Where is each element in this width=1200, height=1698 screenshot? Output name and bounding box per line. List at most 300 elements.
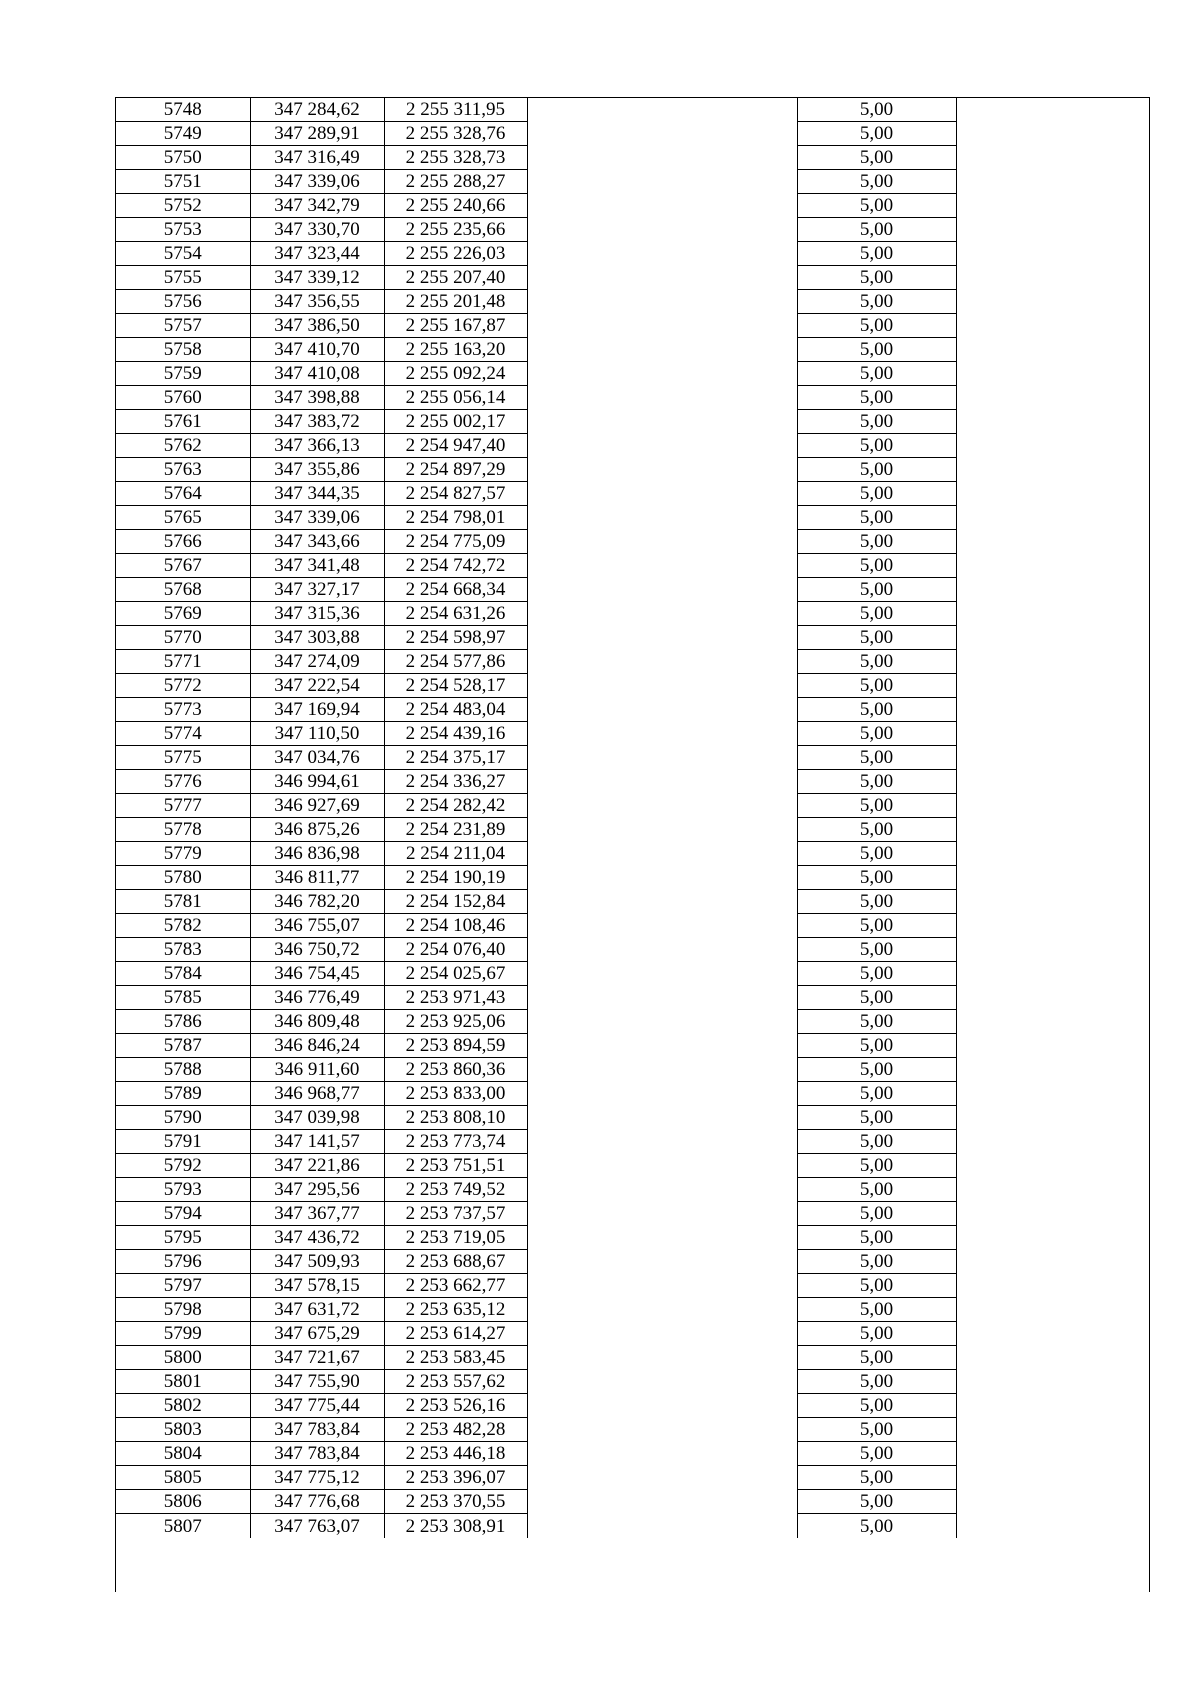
table-row — [116, 98, 1148, 122]
accuracy-cell: 5,00 — [797, 794, 956, 818]
point-number-cell: 5763 — [116, 458, 250, 482]
point-number-cell: 5754 — [116, 242, 250, 266]
y-coordinate-cell: 2 255 311,95 — [384, 98, 527, 122]
point-number-cell: 5772 — [116, 674, 250, 698]
note-cell — [956, 698, 1148, 722]
x-coordinate-cell: 347 330,70 — [250, 218, 384, 242]
note-cell — [956, 1370, 1148, 1394]
blank-cell — [527, 362, 797, 386]
table-row — [116, 914, 1148, 938]
y-coordinate-cell: 2 253 635,12 — [384, 1298, 527, 1322]
blank-cell — [527, 410, 797, 434]
blank-cell — [527, 1010, 797, 1034]
point-number-cell: 5769 — [116, 602, 250, 626]
point-number-cell: 5758 — [116, 338, 250, 362]
table-row — [116, 338, 1148, 362]
accuracy-cell: 5,00 — [797, 122, 956, 146]
accuracy-cell: 5,00 — [797, 314, 956, 338]
table-row — [116, 1058, 1148, 1082]
note-cell — [956, 1346, 1148, 1370]
y-coordinate-cell: 2 253 308,91 — [384, 1514, 527, 1538]
note-cell — [956, 266, 1148, 290]
y-coordinate-cell: 2 253 860,36 — [384, 1058, 527, 1082]
note-cell — [956, 170, 1148, 194]
y-coordinate-cell: 2 253 833,00 — [384, 1082, 527, 1106]
x-coordinate-cell: 347 755,90 — [250, 1370, 384, 1394]
y-coordinate-cell: 2 254 152,84 — [384, 890, 527, 914]
x-coordinate-cell: 347 274,09 — [250, 650, 384, 674]
note-cell — [956, 98, 1148, 122]
y-coordinate-cell: 2 254 775,09 — [384, 530, 527, 554]
x-coordinate-cell: 347 410,08 — [250, 362, 384, 386]
note-cell — [956, 410, 1148, 434]
table-row — [116, 602, 1148, 626]
note-cell — [956, 626, 1148, 650]
table-row — [116, 1250, 1148, 1274]
point-number-cell: 5803 — [116, 1418, 250, 1442]
blank-cell — [527, 674, 797, 698]
accuracy-cell: 5,00 — [797, 410, 956, 434]
blank-cell — [527, 386, 797, 410]
point-number-cell: 5761 — [116, 410, 250, 434]
y-coordinate-cell: 2 255 092,24 — [384, 362, 527, 386]
accuracy-cell: 5,00 — [797, 650, 956, 674]
y-coordinate-cell: 2 253 688,67 — [384, 1250, 527, 1274]
table-row — [116, 1466, 1148, 1490]
x-coordinate-cell: 347 721,67 — [250, 1346, 384, 1370]
accuracy-cell: 5,00 — [797, 1442, 956, 1466]
y-coordinate-cell: 2 254 211,04 — [384, 842, 527, 866]
x-coordinate-cell: 347 631,72 — [250, 1298, 384, 1322]
note-cell — [956, 458, 1148, 482]
point-number-cell: 5787 — [116, 1034, 250, 1058]
table-row — [116, 674, 1148, 698]
blank-cell — [527, 578, 797, 602]
note-cell — [956, 842, 1148, 866]
accuracy-cell: 5,00 — [797, 1514, 956, 1538]
y-coordinate-cell: 2 254 439,16 — [384, 722, 527, 746]
y-coordinate-cell: 2 253 526,16 — [384, 1394, 527, 1418]
table-row — [116, 530, 1148, 554]
blank-cell — [527, 866, 797, 890]
accuracy-cell: 5,00 — [797, 482, 956, 506]
point-number-cell: 5765 — [116, 506, 250, 530]
note-cell — [956, 1154, 1148, 1178]
blank-cell — [527, 194, 797, 218]
note-cell — [956, 194, 1148, 218]
x-coordinate-cell: 346 750,72 — [250, 938, 384, 962]
x-coordinate-cell: 347 343,66 — [250, 530, 384, 554]
blank-cell — [527, 1250, 797, 1274]
note-cell — [956, 602, 1148, 626]
point-number-cell: 5778 — [116, 818, 250, 842]
note-cell — [956, 314, 1148, 338]
point-number-cell: 5776 — [116, 770, 250, 794]
table-row — [116, 866, 1148, 890]
blank-cell — [527, 122, 797, 146]
note-cell — [956, 674, 1148, 698]
blank-cell — [527, 98, 797, 122]
y-coordinate-cell: 2 254 577,86 — [384, 650, 527, 674]
table-row — [116, 842, 1148, 866]
point-number-cell: 5768 — [116, 578, 250, 602]
y-coordinate-cell: 2 255 240,66 — [384, 194, 527, 218]
point-number-cell: 5762 — [116, 434, 250, 458]
y-coordinate-cell: 2 253 614,27 — [384, 1322, 527, 1346]
x-coordinate-cell: 347 323,44 — [250, 242, 384, 266]
note-cell — [956, 506, 1148, 530]
accuracy-cell: 5,00 — [797, 866, 956, 890]
blank-cell — [527, 1514, 797, 1538]
y-coordinate-cell: 2 253 396,07 — [384, 1466, 527, 1490]
point-number-cell: 5791 — [116, 1130, 250, 1154]
point-number-cell: 5774 — [116, 722, 250, 746]
blank-cell — [527, 434, 797, 458]
blank-cell — [527, 650, 797, 674]
x-coordinate-cell: 347 303,88 — [250, 626, 384, 650]
y-coordinate-cell: 2 254 631,26 — [384, 602, 527, 626]
x-coordinate-cell: 347 034,76 — [250, 746, 384, 770]
blank-cell — [527, 1322, 797, 1346]
table-row — [116, 314, 1148, 338]
table-row — [116, 1034, 1148, 1058]
y-coordinate-cell: 2 254 742,72 — [384, 554, 527, 578]
y-coordinate-cell: 2 254 282,42 — [384, 794, 527, 818]
table-row — [116, 362, 1148, 386]
y-coordinate-cell: 2 253 719,05 — [384, 1226, 527, 1250]
accuracy-cell: 5,00 — [797, 362, 956, 386]
accuracy-cell: 5,00 — [797, 1346, 956, 1370]
y-coordinate-cell: 2 253 737,57 — [384, 1202, 527, 1226]
point-number-cell: 5751 — [116, 170, 250, 194]
table-row — [116, 962, 1148, 986]
x-coordinate-cell: 346 836,98 — [250, 842, 384, 866]
x-coordinate-cell: 347 775,44 — [250, 1394, 384, 1418]
blank-cell — [527, 242, 797, 266]
point-number-cell: 5767 — [116, 554, 250, 578]
note-cell — [956, 146, 1148, 170]
blank-cell — [527, 818, 797, 842]
accuracy-cell: 5,00 — [797, 194, 956, 218]
accuracy-cell: 5,00 — [797, 146, 956, 170]
y-coordinate-cell: 2 253 925,06 — [384, 1010, 527, 1034]
table-row — [116, 1106, 1148, 1130]
point-number-cell: 5781 — [116, 890, 250, 914]
table-row — [116, 1298, 1148, 1322]
y-coordinate-cell: 2 253 662,77 — [384, 1274, 527, 1298]
blank-cell — [527, 554, 797, 578]
y-coordinate-cell: 2 253 370,55 — [384, 1490, 527, 1514]
x-coordinate-cell: 346 927,69 — [250, 794, 384, 818]
note-cell — [956, 1178, 1148, 1202]
x-coordinate-cell: 346 811,77 — [250, 866, 384, 890]
accuracy-cell: 5,00 — [797, 1322, 956, 1346]
table-row — [116, 290, 1148, 314]
blank-cell — [527, 170, 797, 194]
x-coordinate-cell: 347 783,84 — [250, 1442, 384, 1466]
accuracy-cell: 5,00 — [797, 1466, 956, 1490]
y-coordinate-cell: 2 253 482,28 — [384, 1418, 527, 1442]
x-coordinate-cell: 347 356,55 — [250, 290, 384, 314]
blank-cell — [527, 914, 797, 938]
point-number-cell: 5750 — [116, 146, 250, 170]
x-coordinate-cell: 347 169,94 — [250, 698, 384, 722]
point-number-cell: 5802 — [116, 1394, 250, 1418]
y-coordinate-cell: 2 253 557,62 — [384, 1370, 527, 1394]
accuracy-cell: 5,00 — [797, 1274, 956, 1298]
table-row — [116, 698, 1148, 722]
table-row — [116, 1202, 1148, 1226]
x-coordinate-cell: 347 342,79 — [250, 194, 384, 218]
table-row — [116, 122, 1148, 146]
blank-cell — [527, 1298, 797, 1322]
y-coordinate-cell: 2 254 827,57 — [384, 482, 527, 506]
note-cell — [956, 1226, 1148, 1250]
table-row — [116, 1154, 1148, 1178]
note-cell — [956, 650, 1148, 674]
blank-cell — [527, 1346, 797, 1370]
table-row — [116, 1418, 1148, 1442]
y-coordinate-cell: 2 253 446,18 — [384, 1442, 527, 1466]
x-coordinate-cell: 346 754,45 — [250, 962, 384, 986]
blank-cell — [527, 1418, 797, 1442]
y-coordinate-cell: 2 254 108,46 — [384, 914, 527, 938]
note-cell — [956, 122, 1148, 146]
blank-cell — [527, 1178, 797, 1202]
blank-cell — [527, 218, 797, 242]
table-row — [116, 1394, 1148, 1418]
table-row — [116, 458, 1148, 482]
y-coordinate-cell: 2 254 076,40 — [384, 938, 527, 962]
table-row — [116, 1370, 1148, 1394]
point-number-cell: 5806 — [116, 1490, 250, 1514]
accuracy-cell: 5,00 — [797, 1202, 956, 1226]
point-number-cell: 5775 — [116, 746, 250, 770]
accuracy-cell: 5,00 — [797, 98, 956, 122]
note-cell — [956, 818, 1148, 842]
y-coordinate-cell: 2 255 163,20 — [384, 338, 527, 362]
note-cell — [956, 794, 1148, 818]
table-row — [116, 1082, 1148, 1106]
x-coordinate-cell: 347 675,29 — [250, 1322, 384, 1346]
accuracy-cell: 5,00 — [797, 1178, 956, 1202]
y-coordinate-cell: 2 253 751,51 — [384, 1154, 527, 1178]
accuracy-cell: 5,00 — [797, 938, 956, 962]
accuracy-cell: 5,00 — [797, 1154, 956, 1178]
accuracy-cell: 5,00 — [797, 842, 956, 866]
y-coordinate-cell: 2 254 528,17 — [384, 674, 527, 698]
note-cell — [956, 1490, 1148, 1514]
table-row — [116, 770, 1148, 794]
accuracy-cell: 5,00 — [797, 1370, 956, 1394]
blank-cell — [527, 986, 797, 1010]
x-coordinate-cell: 347 316,49 — [250, 146, 384, 170]
x-coordinate-cell: 346 994,61 — [250, 770, 384, 794]
point-number-cell: 5766 — [116, 530, 250, 554]
x-coordinate-cell: 347 410,70 — [250, 338, 384, 362]
point-number-cell: 5780 — [116, 866, 250, 890]
table-row — [116, 986, 1148, 1010]
point-number-cell: 5760 — [116, 386, 250, 410]
y-coordinate-cell: 2 255 235,66 — [384, 218, 527, 242]
blank-cell — [527, 266, 797, 290]
table-row — [116, 266, 1148, 290]
accuracy-cell: 5,00 — [797, 722, 956, 746]
accuracy-cell: 5,00 — [797, 698, 956, 722]
x-coordinate-cell: 346 776,49 — [250, 986, 384, 1010]
accuracy-cell: 5,00 — [797, 1394, 956, 1418]
accuracy-cell: 5,00 — [797, 1058, 956, 1082]
accuracy-cell: 5,00 — [797, 626, 956, 650]
table-row — [116, 746, 1148, 770]
note-cell — [956, 1442, 1148, 1466]
accuracy-cell: 5,00 — [797, 962, 956, 986]
y-coordinate-cell: 2 255 056,14 — [384, 386, 527, 410]
y-coordinate-cell: 2 254 231,89 — [384, 818, 527, 842]
x-coordinate-cell: 346 846,24 — [250, 1034, 384, 1058]
blank-cell — [527, 1106, 797, 1130]
blank-cell — [527, 698, 797, 722]
point-number-cell: 5752 — [116, 194, 250, 218]
blank-cell — [527, 962, 797, 986]
accuracy-cell: 5,00 — [797, 986, 956, 1010]
blank-cell — [527, 794, 797, 818]
y-coordinate-cell: 2 254 798,01 — [384, 506, 527, 530]
y-coordinate-cell: 2 254 025,67 — [384, 962, 527, 986]
point-number-cell: 5779 — [116, 842, 250, 866]
point-number-cell: 5795 — [116, 1226, 250, 1250]
y-coordinate-cell: 2 255 167,87 — [384, 314, 527, 338]
accuracy-cell: 5,00 — [797, 1130, 956, 1154]
x-coordinate-cell: 347 339,12 — [250, 266, 384, 290]
accuracy-cell: 5,00 — [797, 458, 956, 482]
note-cell — [956, 530, 1148, 554]
note-cell — [956, 866, 1148, 890]
table-row — [116, 218, 1148, 242]
note-cell — [956, 242, 1148, 266]
point-number-cell: 5773 — [116, 698, 250, 722]
blank-cell — [527, 1130, 797, 1154]
accuracy-cell: 5,00 — [797, 746, 956, 770]
x-coordinate-cell: 346 911,60 — [250, 1058, 384, 1082]
note-cell — [956, 962, 1148, 986]
accuracy-cell: 5,00 — [797, 386, 956, 410]
table-row — [116, 1322, 1148, 1346]
note-cell — [956, 338, 1148, 362]
blank-cell — [527, 1490, 797, 1514]
blank-cell — [527, 1226, 797, 1250]
coordinates-table — [116, 98, 1148, 1538]
blank-cell — [527, 722, 797, 746]
x-coordinate-cell: 347 578,15 — [250, 1274, 384, 1298]
accuracy-cell: 5,00 — [797, 1250, 956, 1274]
x-coordinate-cell: 346 809,48 — [250, 1010, 384, 1034]
point-number-cell: 5805 — [116, 1466, 250, 1490]
note-cell — [956, 1010, 1148, 1034]
x-coordinate-cell: 347 509,93 — [250, 1250, 384, 1274]
point-number-cell: 5753 — [116, 218, 250, 242]
point-number-cell: 5759 — [116, 362, 250, 386]
y-coordinate-cell: 2 255 002,17 — [384, 410, 527, 434]
y-coordinate-cell: 2 253 583,45 — [384, 1346, 527, 1370]
note-cell — [956, 914, 1148, 938]
blank-cell — [527, 890, 797, 914]
x-coordinate-cell: 347 315,36 — [250, 602, 384, 626]
y-coordinate-cell: 2 254 483,04 — [384, 698, 527, 722]
note-cell — [956, 1418, 1148, 1442]
point-number-cell: 5764 — [116, 482, 250, 506]
x-coordinate-cell: 347 398,88 — [250, 386, 384, 410]
y-coordinate-cell: 2 253 894,59 — [384, 1034, 527, 1058]
table-row — [116, 386, 1148, 410]
point-number-cell: 5782 — [116, 914, 250, 938]
blank-cell — [527, 506, 797, 530]
accuracy-cell: 5,00 — [797, 242, 956, 266]
coordinates-table-body — [116, 98, 1148, 1538]
note-cell — [956, 746, 1148, 770]
table-row — [116, 1274, 1148, 1298]
x-coordinate-cell: 347 776,68 — [250, 1490, 384, 1514]
accuracy-cell: 5,00 — [797, 1034, 956, 1058]
blank-cell — [527, 938, 797, 962]
blank-cell — [527, 1370, 797, 1394]
accuracy-cell: 5,00 — [797, 1106, 956, 1130]
table-row — [116, 1010, 1148, 1034]
table-row — [116, 818, 1148, 842]
y-coordinate-cell: 2 254 947,40 — [384, 434, 527, 458]
blank-cell — [527, 770, 797, 794]
x-coordinate-cell: 347 383,72 — [250, 410, 384, 434]
table-row — [116, 722, 1148, 746]
x-coordinate-cell: 347 110,50 — [250, 722, 384, 746]
point-number-cell: 5792 — [116, 1154, 250, 1178]
point-number-cell: 5788 — [116, 1058, 250, 1082]
note-cell — [956, 290, 1148, 314]
point-number-cell: 5756 — [116, 290, 250, 314]
point-number-cell: 5793 — [116, 1178, 250, 1202]
note-cell — [956, 1250, 1148, 1274]
y-coordinate-cell: 2 255 226,03 — [384, 242, 527, 266]
point-number-cell: 5749 — [116, 122, 250, 146]
note-cell — [956, 218, 1148, 242]
note-cell — [956, 1034, 1148, 1058]
note-cell — [956, 1514, 1148, 1538]
x-coordinate-cell: 347 339,06 — [250, 170, 384, 194]
accuracy-cell: 5,00 — [797, 506, 956, 530]
point-number-cell: 5801 — [116, 1370, 250, 1394]
point-number-cell: 5783 — [116, 938, 250, 962]
accuracy-cell: 5,00 — [797, 1010, 956, 1034]
accuracy-cell: 5,00 — [797, 674, 956, 698]
y-coordinate-cell: 2 255 201,48 — [384, 290, 527, 314]
point-number-cell: 5785 — [116, 986, 250, 1010]
y-coordinate-cell: 2 253 808,10 — [384, 1106, 527, 1130]
note-cell — [956, 1058, 1148, 1082]
x-coordinate-cell: 347 367,77 — [250, 1202, 384, 1226]
point-number-cell: 5786 — [116, 1010, 250, 1034]
y-coordinate-cell: 2 254 598,97 — [384, 626, 527, 650]
blank-cell — [527, 1058, 797, 1082]
note-cell — [956, 1322, 1148, 1346]
coordinates-table-frame — [115, 97, 1150, 1592]
table-row — [116, 1130, 1148, 1154]
y-coordinate-cell: 2 254 336,27 — [384, 770, 527, 794]
blank-cell — [527, 1394, 797, 1418]
y-coordinate-cell: 2 253 971,43 — [384, 986, 527, 1010]
blank-cell — [527, 746, 797, 770]
note-cell — [956, 482, 1148, 506]
table-row — [116, 146, 1148, 170]
